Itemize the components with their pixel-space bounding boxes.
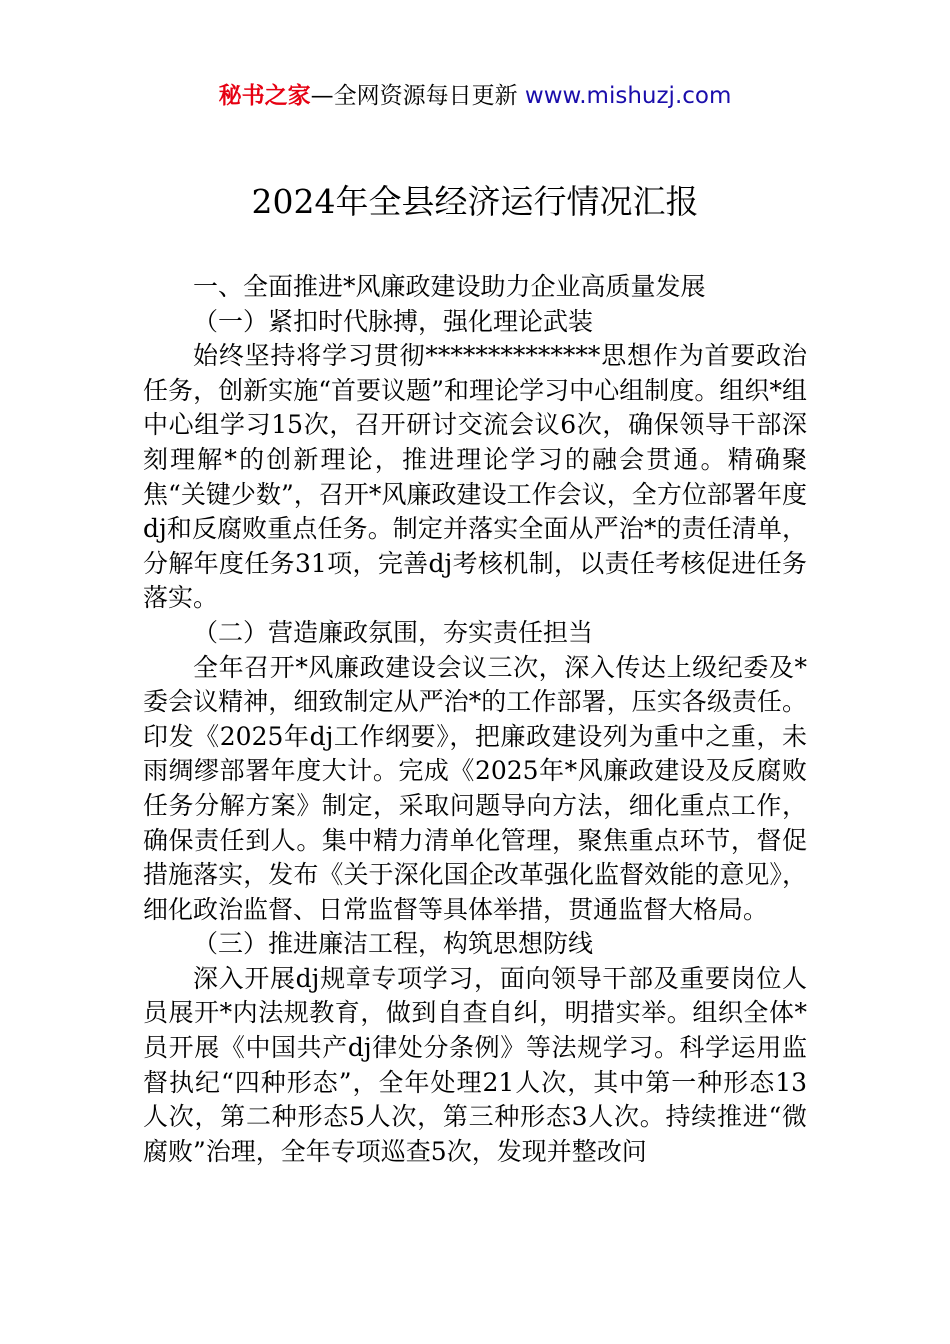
document-body xyxy=(143,270,807,1169)
section-heading-1: 一、全面推进*风廉政建设助力企业高质量发展 xyxy=(193,272,706,301)
banner-brand: 秘书之家 xyxy=(218,83,311,109)
banner-tagline: —全网资源每日更新 xyxy=(310,83,525,109)
document-title: 2024年全县经济运行情况汇报 xyxy=(251,182,699,221)
paragraph-1: 始终坚持将学习贯彻**************思想作为首要政治任务，创新实施“首要议题”和理论学习中心组制度。组织*组中心组学习15次，召开研讨交流会议6次，确保领导干部深刻理解*的创新理论，推进理论学习的融会贯通。精确聚焦“关键少数”，召开*风廉政建设工作会议，全方位部署年度dj和反腐败重点任务。制定并落实全面从严治*的责任清单，分解年度任务31项，完善dj考核机制，以责任考核促进任务落实。 xyxy=(143,341,807,613)
subsection-heading-1: （一）紧扣时代脉搏，强化理论武装 xyxy=(193,306,594,336)
subsection-heading-2: （二）营造廉政氛围，夯实责任担当 xyxy=(193,617,594,647)
paragraph-3: 深入开展dj规章专项学习，面向领导干部及重要岗位人员展开*内法规教育，做到自查自纠，明措实举。组织全体*员开展《中国共产dj律处分条例》等法规学习。科学运用监督执纪“四种形态”，全年处理21人次，其中第一种形态13人次，第二种形态5人次，第三种形态3人次。持续推进“微腐败”治理，全年专项巡查5次，发现并整改问 xyxy=(143,963,807,1166)
banner-url-link[interactable]: www.mishuzj.com xyxy=(524,83,732,109)
subsection-heading-3: （三）推进廉洁工程，构筑思想防线 xyxy=(193,929,594,959)
site-banner xyxy=(0,80,950,112)
paragraph-2: 全年召开*风廉政建设会议三次，深入传达上级纪委及*委会议精神，细致制定从严治*的工作部署，压实各级责任。印发《2025年dj工作纲要》，把廉政建设列为重中之重，未雨绸缪部署年度大计。完成《2025年*风廉政建设及反腐败任务分解方案》制定，采取问题导向方法，细化重点工作，确保责任到人。集中精力清单化管理，聚焦重点环节，督促措施落实，发布《关于深化国企改革强化监督效能的意见》，细化政治监督、日常监督等具体举措，贯通监督大格局。 xyxy=(143,652,807,924)
